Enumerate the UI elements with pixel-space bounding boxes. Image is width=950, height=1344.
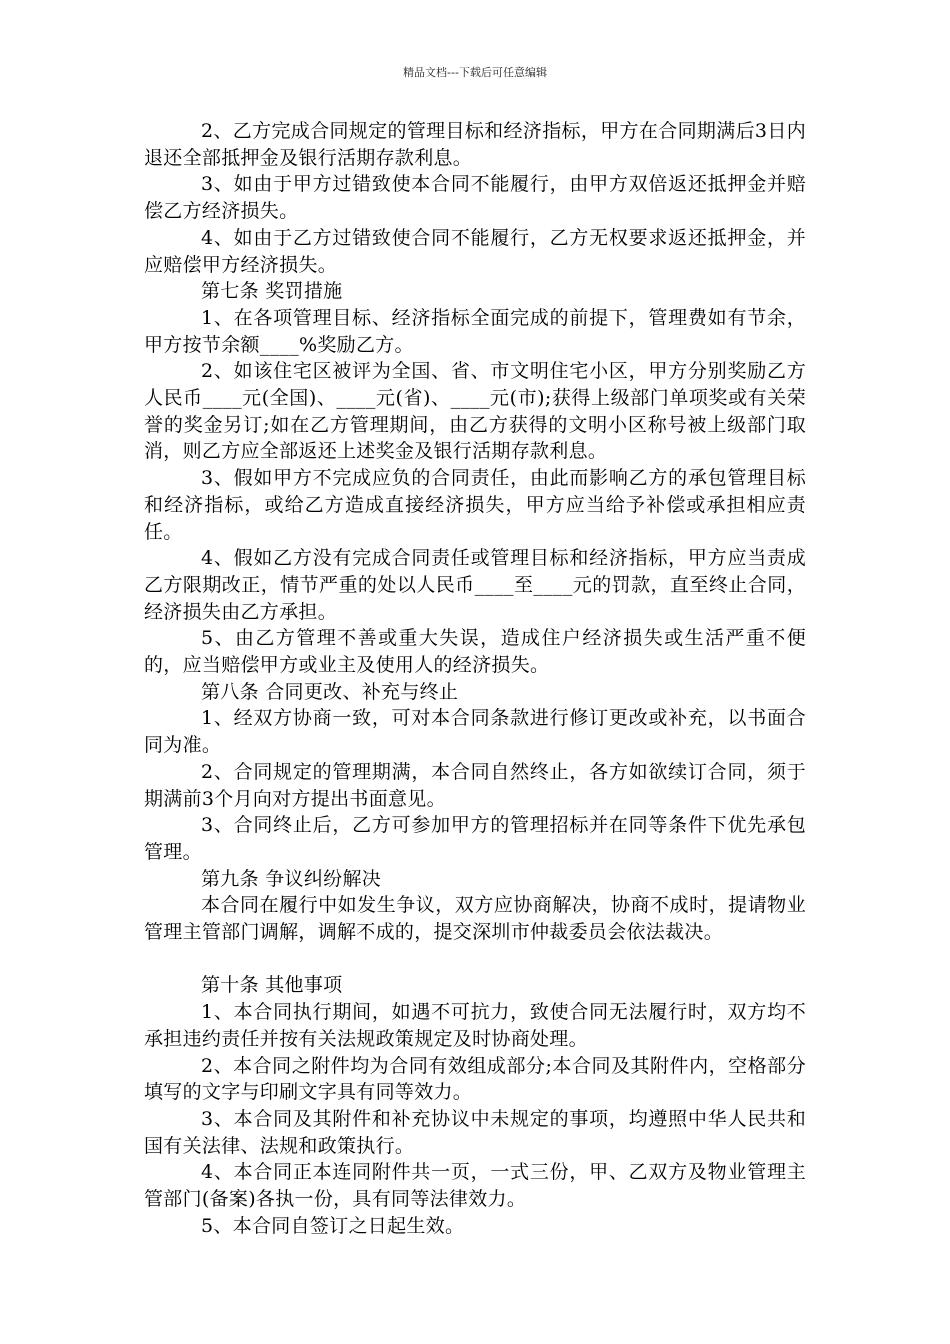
clause-paragraph: 3、本合同及其附件和补充协议中未规定的事项，均遵照中华人民共和国有关法律、法规和政策执行。 [144, 1108, 806, 1157]
blank-line [144, 946, 806, 973]
clause-paragraph: 2、如该住宅区被评为全国、省、市文明住宅小区，甲方分别奖励乙方人民币____元(全国)、____元(省)、____元(市);获得上级部门单项奖或有关荣誉的奖金另订;如在乙方管理期间，由乙方获得的文明小区称号被上级部门取消，则乙方应全部返还上述奖金及银行活期存款利息。 [144, 360, 806, 463]
clause-paragraph: 2、乙方完成合同规定的管理目标和经济指标，甲方在合同期满后3日内退还全部抵押金及银行活期存款利息。 [144, 120, 806, 169]
clause-paragraph: 本合同在履行中如发生争议，双方应协商解决，协商不成时，提请物业管理主管部门调解，调解不成的，提交深圳市仲裁委员会依法裁决。 [144, 894, 806, 944]
clause-paragraph: 5、本合同自签订之日起生效。 [201, 1214, 465, 1237]
clause-paragraph: 3、合同终止后，乙方可参加甲方的管理招标并在同等条件下优先承包管理。 [144, 814, 806, 863]
clause-paragraph: 1、经双方协商一致，可对本合同条款进行修订更改或补充，以书面合同为准。 [144, 707, 806, 757]
document-body [144, 118, 806, 1240]
article-heading: 第八条 合同更改、补充与终止 [201, 680, 459, 703]
article-heading: 第九条 争议纠纷解决 [201, 867, 382, 890]
clause-paragraph: 4、本合同正本连同附件共一页，一式三份，甲、乙双方及物业管理主管部门(备案)各执一份，具有同等法律效力。 [144, 1161, 806, 1211]
page-header: 精品文档---下载后可任意编辑 [403, 66, 547, 79]
clause-paragraph: 5、由乙方管理不善或重大失误，造成住户经济损失或生活严重不便的，应当赔偿甲方或业主及使用人的经济损失。 [144, 627, 806, 677]
clause-paragraph: 2、合同规定的管理期满，本合同自然终止，各方如欲续订合同，须于期满前3个月向对方提出书面意见。 [144, 760, 806, 810]
clause-paragraph: 1、本合同执行期间，如遇不可抗力，致使合同无法履行时，双方均不承担违约责任并按有关法规政策规定及时协商处理。 [144, 1001, 806, 1050]
clause-paragraph: 4、假如乙方没有完成合同责任或管理目标和经济指标，甲方应当责成乙方限期改正，情节严重的处以人民币____至____元的罚款，直至终止合同，经济损失由乙方承担。 [144, 547, 806, 623]
clause-paragraph: 1、在各项管理目标、经济指标全面完成的前提下，管理费如有节余，甲方按节余额____%奖励乙方。 [144, 306, 806, 356]
article-heading: 第十条 其他事项 [201, 974, 343, 997]
clause-paragraph: 2、本合同之附件均为合同有效组成部分;本合同及其附件内，空格部分填写的文字与印刷文字具有同等效力。 [144, 1054, 806, 1104]
clause-paragraph: 3、假如甲方不完成应负的合同责任，由此而影响乙方的承包管理目标和经济指标，或给乙方造成直接经济损失，甲方应当给予补偿或承担相应责任。 [144, 467, 806, 543]
article-heading: 第七条 奖罚措施 [201, 280, 343, 303]
clause-paragraph: 3、如由于甲方过错致使本合同不能履行，由甲方双倍返还抵押金并赔偿乙方经济损失。 [144, 173, 806, 223]
clause-paragraph: 4、如由于乙方过错致使合同不能履行，乙方无权要求返还抵押金，并应赔偿甲方经济损失。 [144, 226, 806, 276]
